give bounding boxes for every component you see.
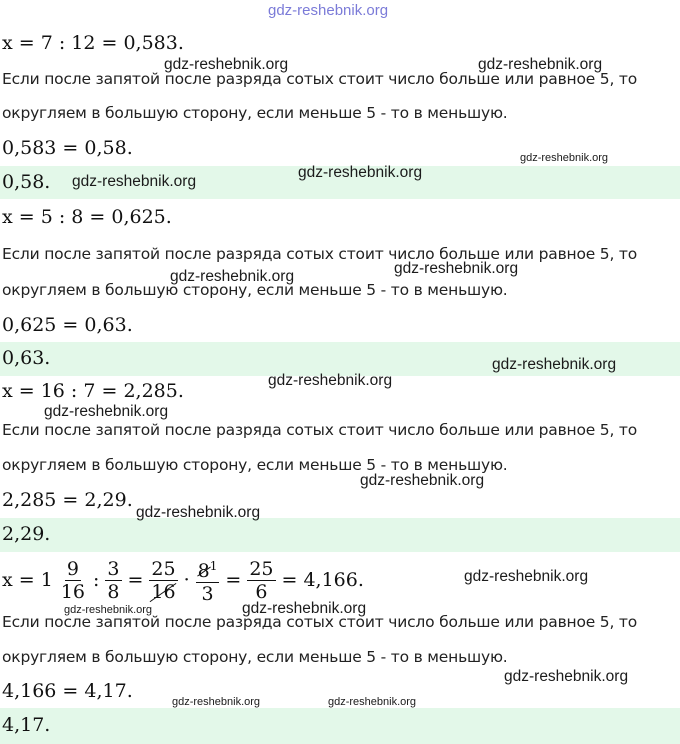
expr4-eq2: = <box>225 569 242 592</box>
answer-1: 0,58. <box>2 171 51 193</box>
answer-band-4 <box>0 708 680 744</box>
watermark: gdz-reshebnik.org <box>136 504 261 521</box>
watermark: gdz-reshebnik.org <box>394 260 519 277</box>
rule-text-1a: Если после запятой после разряда сотых стоит число больше или равное 5, то <box>2 70 638 88</box>
watermark: gdz-reshebnik.org <box>464 568 589 585</box>
fraction-mixed-den: 16 <box>60 580 85 603</box>
fraction-4-den: 3 <box>201 583 214 606</box>
rounding-4: 4,166 = 4,17. <box>2 680 133 702</box>
answer-3: 2,29. <box>2 523 51 545</box>
watermark: gdz-reshebnik.org <box>72 173 197 190</box>
watermark: gdz-reshebnik.org <box>504 668 629 685</box>
answer-band-3 <box>0 518 680 552</box>
watermark: gdz-reshebnik.org <box>328 696 417 708</box>
watermark: gdz-reshebnik.org <box>44 403 169 420</box>
expr4-eq1: = <box>127 569 144 592</box>
fraction-mixed-num: 9 <box>66 557 79 580</box>
rule-text-2b: округляем в большую сторону, если меньше 5 - то в меньшую. <box>2 281 508 299</box>
rounding-2: 0,625 = 0,63. <box>2 314 133 336</box>
rule-text-2a: Если после запятой после разряда сотых стоит число больше или равное 5, то <box>2 245 638 263</box>
fraction-2-num: 3 <box>107 557 120 580</box>
expression-4 <box>2 555 364 605</box>
watermark: gdz-reshebnik.org <box>360 472 485 489</box>
expr4-div: : <box>93 569 100 592</box>
fraction-3-num: 25 <box>151 557 176 580</box>
watermark: gdz-reshebnik.org <box>478 56 603 73</box>
fraction-4 <box>196 555 220 605</box>
answer-4: 4,17. <box>2 714 51 736</box>
watermark-top: gdz-reshebnik.org <box>268 2 389 19</box>
fraction-4-num <box>196 555 220 583</box>
fraction-5 <box>247 558 275 603</box>
rule-text-3a: Если после запятой после разряда сотых стоит число больше или равное 5, то <box>2 421 638 439</box>
fraction-2-den: 8 <box>107 580 120 603</box>
fraction-mixed <box>59 558 87 603</box>
fraction-5-den: 6 <box>255 580 268 603</box>
fraction-5-num: 25 <box>249 557 274 580</box>
watermark: gdz-reshebnik.org <box>164 56 289 73</box>
watermark: gdz-reshebnik.org <box>492 356 617 373</box>
answer-2: 0,63. <box>2 347 51 369</box>
rule-text-4a: Если после запятой после разряда сотых стоит число больше или равное 5, то <box>2 613 638 631</box>
fraction-2 <box>105 558 121 603</box>
watermark: gdz-reshebnik.org <box>268 372 393 389</box>
rule-text-3b: округляем в большую сторону, если меньше 5 - то в меньшую. <box>2 456 508 474</box>
watermark: gdz-reshebnik.org <box>64 604 153 616</box>
watermark: gdz-reshebnik.org <box>298 164 423 181</box>
fraction-4-num-sup: 1 <box>209 559 218 573</box>
expr4-lhs: x = 1 <box>2 569 53 592</box>
expression-3: x = 16 : 7 = 2,285. <box>2 380 184 402</box>
watermark: gdz-reshebnik.org <box>170 268 295 285</box>
expression-2: x = 5 : 8 = 0,625. <box>2 206 172 228</box>
watermark: gdz-reshebnik.org <box>242 600 367 617</box>
expression-1: x = 7 : 12 = 0,583. <box>2 32 184 54</box>
rounding-3: 2,285 = 2,29. <box>2 489 133 511</box>
fraction-3 <box>149 558 177 603</box>
rounding-1: 0,583 = 0,58. <box>2 137 133 159</box>
fraction-3-den: 16 <box>151 580 176 603</box>
fraction-4-num-value: 8 <box>197 560 210 583</box>
expr4-dot: · <box>183 569 190 592</box>
watermark: gdz-reshebnik.org <box>172 696 261 708</box>
rule-text-1b: округляем в большую сторону, если меньше 5 - то в меньшую. <box>2 104 508 122</box>
expr4-result: = 4,166. <box>281 569 364 592</box>
rule-text-4b: округляем в большую сторону, если меньше 5 - то в меньшую. <box>2 648 508 666</box>
watermark: gdz-reshebnik.org <box>520 152 609 164</box>
